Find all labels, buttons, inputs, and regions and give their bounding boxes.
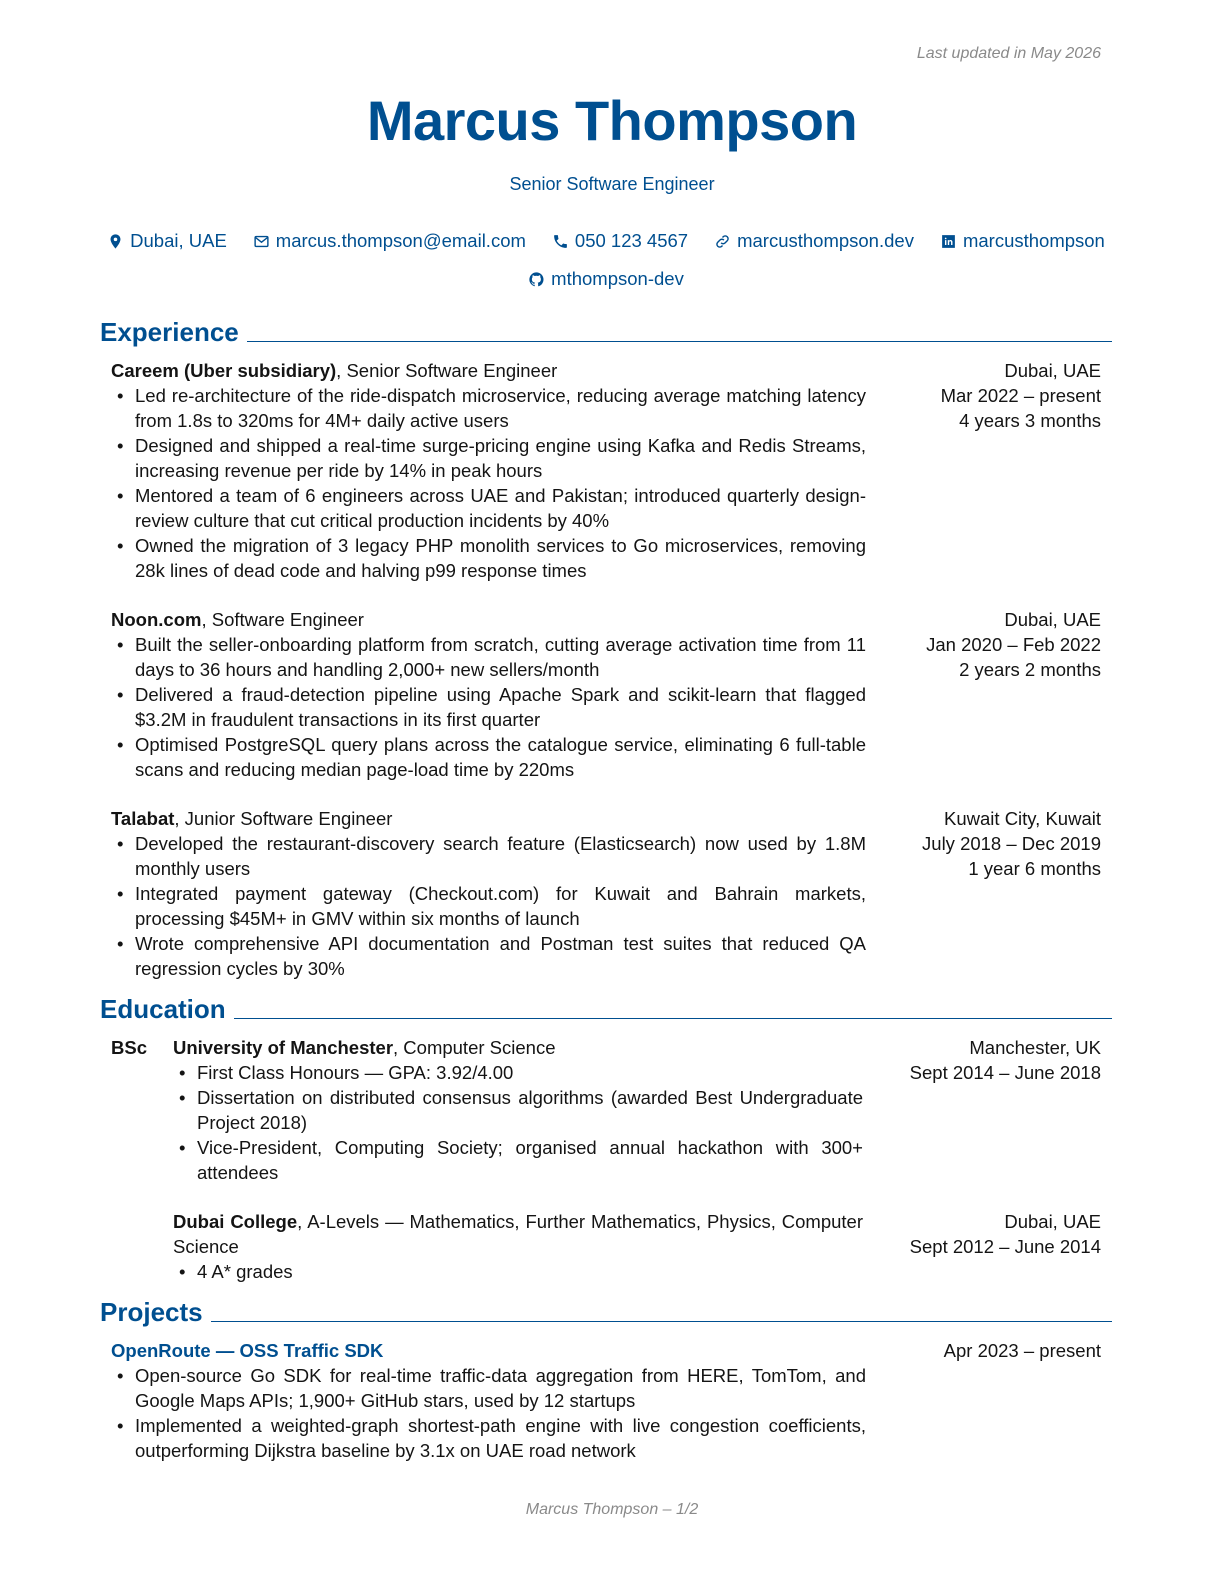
project-name: OpenRoute — OSS Traffic SDK [111,1340,384,1361]
institution-name: University of Manchester [173,1037,394,1058]
entry-duration: 2 years 2 months [959,659,1101,680]
contact-website[interactable] [714,230,914,252]
github-icon [528,271,545,288]
highlights-list [111,383,866,583]
education-entry [111,1035,1101,1185]
last-updated: Last updated in May 2026 [916,45,1101,62]
envelope-icon [253,233,270,250]
section-divider [247,341,1112,342]
company-name: Noon.com [111,609,202,630]
highlight-item: • 4 A* grades [197,1259,863,1284]
highlight-item: • Delivered a fraud-detection pipeline using Apache Spark and scikit-learn that flagged $3.2M in fraudulent transactions in its first quarter [135,682,866,732]
section-title-projects: Projects [100,1297,203,1327]
study-area: , Computer Science [393,1037,556,1058]
contact-phone[interactable] [552,230,688,252]
contact-github[interactable] [528,268,684,290]
entry-location: Dubai, UAE [1004,360,1101,381]
experience-section [100,318,1112,981]
highlights-list [173,1060,863,1185]
highlights-list [111,1363,866,1463]
entry-dates: Mar 2022 – present [940,385,1101,406]
entry-meta [922,806,1101,881]
entry-duration: 1 year 6 months [968,858,1101,879]
position: , Software Engineer [201,609,364,630]
section-header [100,995,1112,1023]
entry-location: Kuwait City, Kuwait [944,808,1101,829]
entry-meta [941,358,1101,433]
section-title-education: Education [100,994,226,1024]
degree: BSc [111,1037,147,1058]
contact-row [100,230,1112,252]
phone-link[interactable]: 050 123 4567 [574,230,689,251]
phone-icon [552,233,569,250]
entry-meta [926,607,1101,682]
company-name: Talabat [111,808,175,829]
entry-dates: Jan 2020 – Feb 2022 [926,634,1101,655]
section-header [100,1298,1112,1326]
section-title-experience: Experience [100,317,239,347]
entry-dates: Sept 2014 – June 2018 [909,1062,1101,1083]
page-footer: Marcus Thompson – 1/2 [525,1501,699,1518]
section-divider [211,1321,1112,1322]
project-entry [111,1338,1101,1463]
contact-linkedin[interactable] [940,230,1105,252]
highlight-item: • Wrote comprehensive API documentation and Postman test suites that reduced QA regression cycles by 30% [135,931,866,981]
highlight-item: • Mentored a team of 6 engineers across UAE and Pakistan; introduced quarterly design-review culture that cut critical production incidents by 40% [135,483,866,533]
education-section [100,995,1112,1284]
entry-location: Manchester, UK [969,1037,1101,1058]
contact-location [107,230,227,252]
entry-dates: July 2018 – Dec 2019 [922,833,1101,854]
highlight-item: • Implemented a weighted-graph shortest-path engine with live congestion coefficients, outperforming Dijkstra baseline by 3.1x on UAE road network [135,1413,866,1463]
entry-location: Dubai, UAE [1004,1211,1101,1232]
entry-duration: 4 years 3 months [959,410,1101,431]
experience-entry [111,806,1101,981]
entry-meta [910,1035,1101,1085]
email-link[interactable]: marcus.thompson@email.com [275,230,526,251]
institution-name: Dubai College [173,1211,298,1232]
experience-entry [111,607,1101,782]
entry-meta [910,1209,1101,1259]
entry-dates: Apr 2023 – present [943,1340,1101,1361]
entry-dates: Sept 2012 – June 2014 [909,1236,1101,1257]
entry-location: Dubai, UAE [1004,609,1101,630]
highlights-list [111,831,866,981]
location-text: Dubai, UAE [130,230,227,251]
link-icon [714,233,731,250]
person-name: Marcus Thompson [366,89,858,152]
highlight-item: • Led re-architecture of the ride-dispatch microservice, reducing average matching latency from 1.8s to 320ms for 4M+ daily active users [135,383,866,433]
education-entry [111,1209,1101,1284]
section-divider [234,1018,1112,1019]
linkedin-icon [940,233,957,250]
highlights-list [111,632,866,782]
contact-email[interactable] [253,230,526,252]
headline: Senior Software Engineer [509,174,715,194]
position: , Junior Software Engineer [174,808,393,829]
highlights-list [173,1259,863,1284]
study-area: , A-Levels — Mathematics, Further Mathematics, Physics, Computer Science [173,1211,863,1257]
position: , Senior Software Engineer [336,360,558,381]
highlight-item: • First Class Honours — GPA: 3.92/4.00 [197,1060,863,1085]
highlight-item: • Designed and shipped a real-time surge-pricing engine using Kafka and Redis Streams, increasing revenue per ride by 14% in peak hours [135,433,866,483]
highlight-item: • Integrated payment gateway (Checkout.com) for Kuwait and Bahrain markets, processing $45M+ in GMV within six months of launch [135,881,866,931]
website-link[interactable]: marcusthompson.dev [737,230,914,251]
highlight-item: • Optimised PostgreSQL query plans across the catalogue service, eliminating 6 full-table scans and reducing median page-load time by 220ms [135,732,866,782]
highlight-item: • Open-source Go SDK for real-time traffic-data aggregation from HERE, TomTom, and Google Maps APIs; 1,900+ GitHub stars, used by 12 startups [135,1363,866,1413]
experience-entry [111,358,1101,583]
projects-section [100,1298,1112,1463]
highlight-item: • Built the seller-onboarding platform from scratch, cutting average activation time from 11 days to 36 hours and handling 2,000+ new sellers/month [135,632,866,682]
location-pin-icon [107,233,124,250]
highlight-item: • Vice-President, Computing Society; organised annual hackathon with 300+ attendees [197,1135,863,1185]
highlight-item: • Owned the migration of 3 legacy PHP monolith services to Go microservices, removing 28k lines of dead code and halving p99 response times [135,533,866,583]
github-link[interactable]: mthompson-dev [551,268,684,289]
entry-meta [944,1338,1101,1363]
contact-row-2 [100,268,1112,290]
company-name: Careem (Uber subsidiary) [111,360,337,381]
section-header [100,318,1112,346]
highlight-item: • Dissertation on distributed consensus algorithms (awarded Best Undergraduate Project 2018) [197,1085,863,1135]
highlight-item: • Developed the restaurant-discovery search feature (Elasticsearch) now used by 1.8M monthly users [135,831,866,881]
linkedin-link[interactable]: marcusthompson [962,230,1105,251]
